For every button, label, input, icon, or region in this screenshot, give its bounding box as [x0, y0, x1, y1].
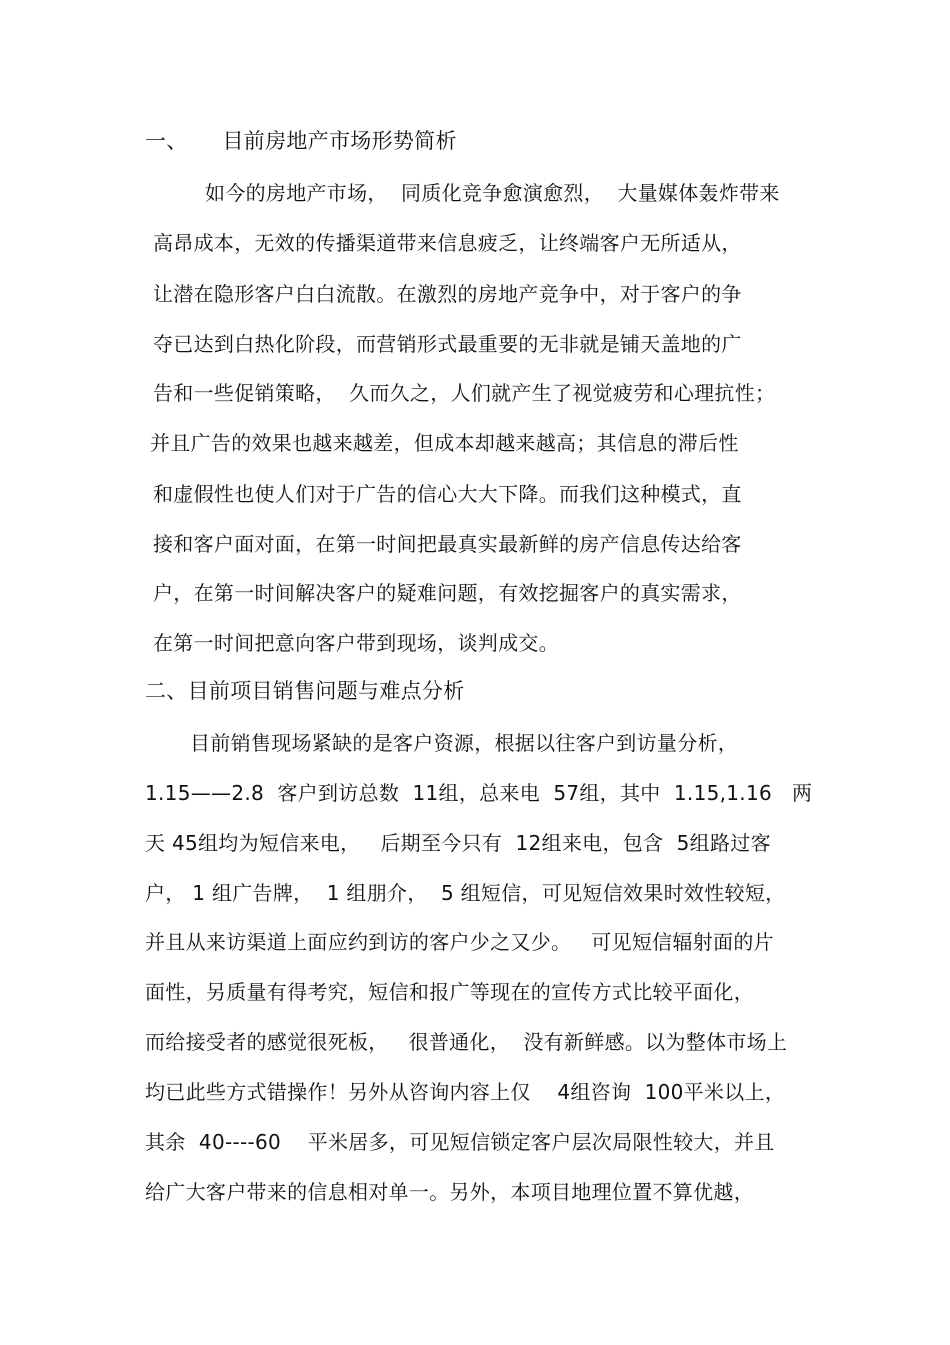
paragraph-line: 目前销售现场紧缺的是客户资源，根据以往客户到访量分析， — [190, 731, 739, 755]
paragraph-line: 1.15——2.8 客户到访总数 11组，总来电 57组，其中 1.15,1.16 两 — [145, 781, 813, 805]
paragraph-line: 户， 1 组广告牌， 1 组朋介， 5 组短信，可见短信效果时效性较短， — [145, 881, 786, 905]
paragraph-line: 让潜在隐形客户白白流散。在激烈的房地产竞争中，对于客户的争 — [153, 282, 742, 306]
paragraph-line: 告和一些促销策略， 久而久之，人们就产生了视觉疲劳和心理抗性； — [153, 381, 776, 405]
paragraph-line: 并且从来访渠道上面应约到访的客户少之又少。 可见短信辐射面的片 — [145, 930, 774, 954]
section-1-heading: 一、 目前房地产市场形势简析 — [145, 129, 457, 153]
paragraph-line: 其余 40----60 平米居多，可见短信锁定客户层次局限性较大，并且 — [145, 1130, 775, 1154]
paragraph-line: 夺已达到白热化阶段，而营销形式最重要的无非就是铺天盖地的广 — [153, 332, 742, 356]
paragraph-line: 和虚假性也使人们对于广告的信心大大下降。而我们这种模式，直 — [153, 482, 742, 506]
paragraph-line: 而给接受者的感觉很死板， 很普通化， 没有新鲜感。以为整体市场上 — [145, 1030, 788, 1054]
paragraph-line: 并且广告的效果也越来越差，但成本却越来越高；其信息的滞后性 — [150, 431, 739, 455]
paragraph-line: 高昂成本，无效的传播渠道带来信息疲乏，让终端客户无所适从， — [153, 231, 742, 255]
paragraph-line: 在第一时间把意向客户带到现场，谈判成交。 — [153, 631, 559, 655]
paragraph-line: 给广大客户带来的信息相对单一。另外，本项目地理位置不算优越， — [145, 1180, 754, 1204]
paragraph-line: 户，在第一时间解决客户的疑难问题，有效挖掘客户的真实需求， — [153, 581, 742, 605]
paragraph-line: 面性，另质量有得考究，短信和报广等现在的宣传方式比较平面化， — [145, 980, 754, 1004]
paragraph-line: 如今的房地产市场， 同质化竞争愈演愈烈， 大量媒体轰炸带来 — [205, 181, 780, 205]
paragraph-line: 接和客户面对面，在第一时间把最真实最新鲜的房产信息传达给客 — [153, 532, 742, 556]
paragraph-line: 均已此些方式错操作！另外从咨询内容上仅 4组咨询 100平米以上， — [145, 1080, 786, 1104]
paragraph-line: 天 45组均为短信来电， 后期至今只有 12组来电，包含 5组路过客 — [145, 831, 771, 855]
section-2-heading: 二、目前项目销售问题与难点分析 — [145, 679, 465, 703]
